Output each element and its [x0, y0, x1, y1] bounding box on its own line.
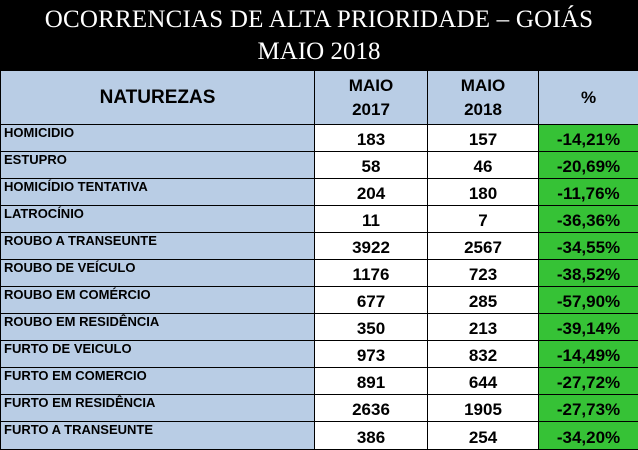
cell-maio-2017: 11	[315, 206, 428, 233]
cell-natureza: LATROCÍNIO	[1, 206, 315, 233]
table-row	[1, 125, 638, 152]
cell-percent: -27,73%	[539, 395, 638, 422]
cell-percent: -38,52%	[539, 260, 638, 287]
cell-maio-2018: 7	[428, 206, 539, 233]
cell-percent: -39,14%	[539, 314, 638, 341]
cell-maio-2018: 2567	[428, 233, 539, 260]
cell-maio-2017: 1176	[315, 260, 428, 287]
cell-maio-2017: 183	[315, 125, 428, 152]
cell-percent: -34,55%	[539, 233, 638, 260]
cell-natureza: ROUBO A TRANSEUNTE	[1, 233, 315, 260]
cell-maio-2017: 386	[315, 422, 428, 450]
header-maio-2018-year: 2018	[428, 98, 538, 122]
occurrences-table	[0, 70, 638, 450]
header-maio-2018	[428, 71, 539, 125]
cell-natureza: HOMICÍDIO TENTATIVA	[1, 179, 315, 206]
cell-percent: -34,20%	[539, 422, 638, 450]
header-maio-2018-month: MAIO	[428, 74, 538, 98]
table-row	[1, 314, 638, 341]
cell-maio-2017: 973	[315, 341, 428, 368]
cell-percent: -20,69%	[539, 152, 638, 179]
cell-natureza: FURTO EM COMERCIO	[1, 368, 315, 395]
cell-maio-2017: 58	[315, 152, 428, 179]
cell-percent: -27,72%	[539, 368, 638, 395]
table-header-row	[1, 71, 638, 125]
table-row	[1, 179, 638, 206]
cell-maio-2017: 677	[315, 287, 428, 314]
cell-percent: -11,76%	[539, 179, 638, 206]
header-naturezas: NATUREZAS	[1, 71, 315, 125]
header-maio-2017	[315, 71, 428, 125]
cell-maio-2018: 832	[428, 341, 539, 368]
table-row	[1, 395, 638, 422]
cell-maio-2018: 285	[428, 287, 539, 314]
page-header	[0, 0, 638, 70]
cell-maio-2017: 2636	[315, 395, 428, 422]
table-row	[1, 260, 638, 287]
header-maio-2017-month: MAIO	[315, 74, 427, 98]
cell-percent: -14,49%	[539, 341, 638, 368]
cell-maio-2018: 254	[428, 422, 539, 450]
cell-maio-2017: 3922	[315, 233, 428, 260]
cell-maio-2018: 1905	[428, 395, 539, 422]
cell-natureza: FURTO DE VEICULO	[1, 341, 315, 368]
table-row	[1, 341, 638, 368]
cell-natureza: FURTO A TRANSEUNTE	[1, 422, 315, 450]
cell-maio-2017: 891	[315, 368, 428, 395]
cell-natureza: ESTUPRO	[1, 152, 315, 179]
cell-natureza: ROUBO EM RESIDÊNCIA	[1, 314, 315, 341]
cell-natureza: ROUBO EM COMÉRCIO	[1, 287, 315, 314]
cell-natureza: ROUBO DE VEÍCULO	[1, 260, 315, 287]
cell-maio-2018: 213	[428, 314, 539, 341]
cell-percent: -14,21%	[539, 125, 638, 152]
table-row	[1, 206, 638, 233]
cell-maio-2018: 723	[428, 260, 539, 287]
page-title: OCORRENCIAS DE ALTA PRIORIDADE – GOIÁS	[0, 4, 638, 36]
cell-percent: -36,36%	[539, 206, 638, 233]
cell-maio-2017: 350	[315, 314, 428, 341]
page-subtitle: MAIO 2018	[0, 36, 638, 68]
cell-percent: -57,90%	[539, 287, 638, 314]
header-percent: %	[539, 71, 638, 125]
table-row	[1, 422, 638, 450]
cell-maio-2018: 46	[428, 152, 539, 179]
cell-maio-2018: 180	[428, 179, 539, 206]
table-row	[1, 368, 638, 395]
table-row	[1, 233, 638, 260]
table-row	[1, 152, 638, 179]
cell-natureza: FURTO EM RESIDÊNCIA	[1, 395, 315, 422]
cell-maio-2018: 157	[428, 125, 539, 152]
header-maio-2017-year: 2017	[315, 98, 427, 122]
cell-maio-2017: 204	[315, 179, 428, 206]
table-row	[1, 287, 638, 314]
cell-natureza: HOMICIDIO	[1, 125, 315, 152]
cell-maio-2018: 644	[428, 368, 539, 395]
